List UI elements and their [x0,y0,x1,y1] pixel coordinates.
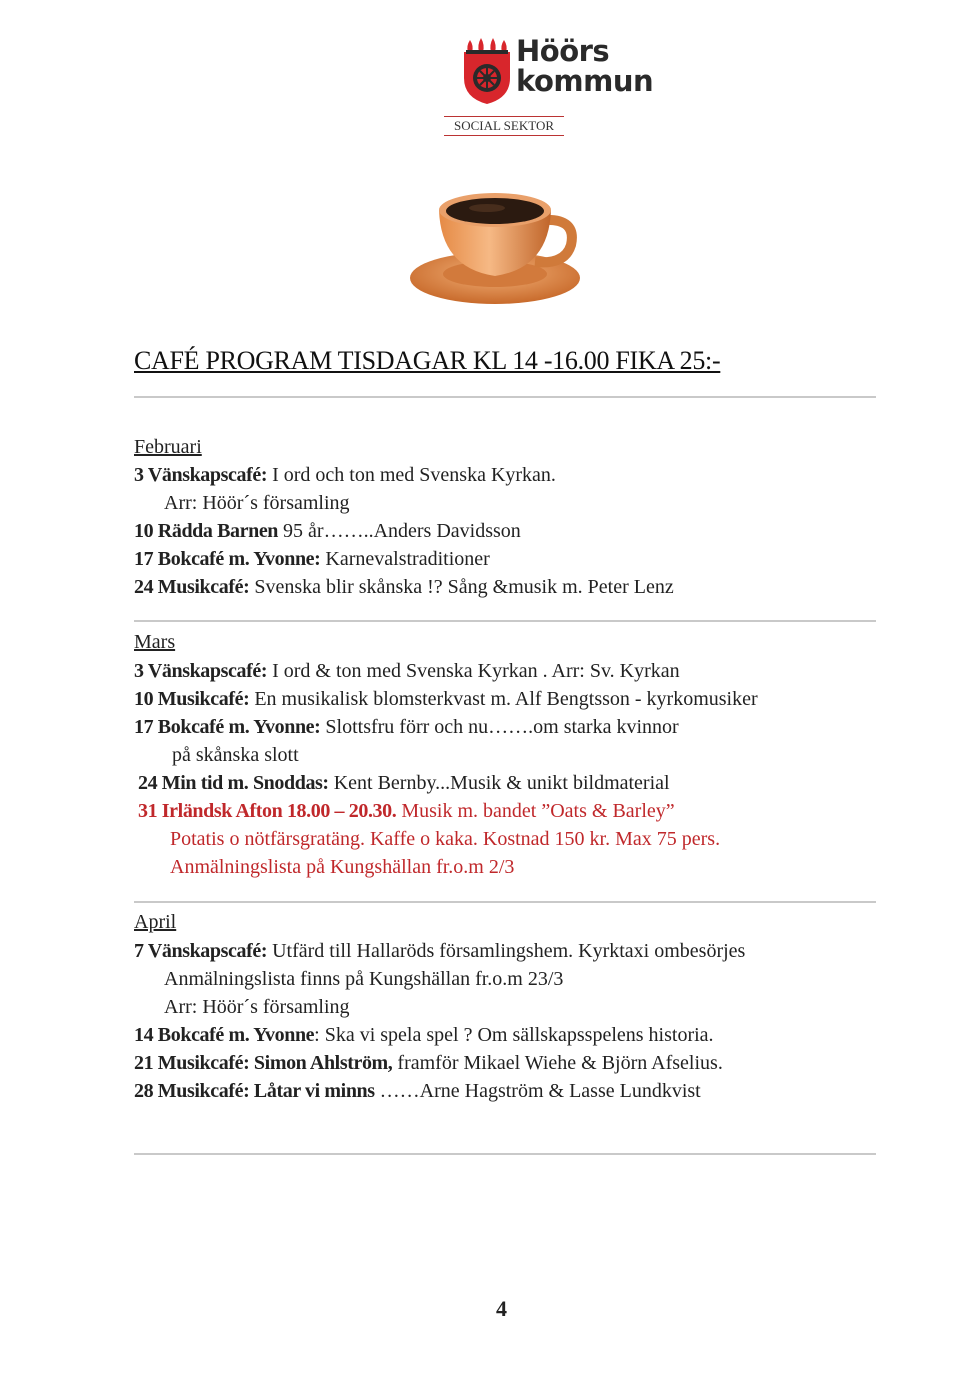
divider [134,620,876,622]
event-note: Arr: Höör´s församling [164,492,350,514]
event-title: 21 Musikcafé: Simon Ahlström, [134,1052,393,1074]
event-title: 28 Musikcafé: Låtar vi minns [134,1080,375,1102]
divider [134,1153,876,1155]
event-line [134,687,758,711]
event-detail: Musik m. bandet ”Oats & Barley” [396,800,675,822]
page-title: CAFÉ PROGRAM TISDAGAR KL 14 -16.00 FIKA 25:- [134,346,721,375]
event-line [134,1023,714,1047]
event-title: 17 Bokcafé m. Yvonne: [134,548,321,570]
event-title: 10 Rädda Barnen [134,520,279,542]
event-line [134,519,521,543]
event-note: på skånska slott [172,744,299,766]
event-detail: framför Mikael Wiehe & Björn Afselius. [392,1052,723,1074]
event-detail: I ord och ton med Svenska Kyrkan. [267,464,556,486]
event-detail: 95 år……..Anders Davidsson [278,520,521,542]
event-note-highlight: Potatis o nötfärsgratäng. Kaffe o kaka. Kostnad 150 kr. Max 75 pers. [170,828,721,850]
event-title: 14 Bokcafé m. Yvonne [134,1024,315,1046]
event-detail: Kent Bernby...Musik & unikt bildmaterial [328,772,670,794]
event-line [134,463,556,487]
month-heading-mars: Mars [134,631,176,653]
page-number: 4 [496,1296,507,1321]
municipal-crest-icon [460,38,514,106]
coffee-cup-icon [395,150,595,330]
event-line [134,939,745,963]
event-line-highlight [138,799,675,823]
event-line [134,659,680,683]
event-title: 24 Min tid m. Snoddas: [138,772,329,794]
event-line [134,1079,701,1103]
event-title: 3 Vänskapscafé: [134,660,268,682]
event-title: 24 Musikcafé: [134,576,250,598]
brand-line-2: kommun [516,64,654,98]
event-note: Arr: Höör´s församling [164,996,350,1018]
event-detail: I ord & ton med Svenska Kyrkan . Arr: Sv. Kyrkan [267,660,680,682]
event-detail: En musikalisk blomsterkvast m. Alf Bengtsson - kyrkomusiker [249,688,758,710]
event-detail: Slottsfru förr och nu…….om starka kvinnor [320,716,679,738]
event-title: 7 Vänskapscafé: [134,940,268,962]
event-detail: Utfärd till Hallaröds församlingshem. Kyrktaxi ombesörjes [267,940,746,962]
event-title: 17 Bokcafé m. Yvonne: [134,716,321,738]
month-heading-februari: Februari [134,436,202,458]
brand-name [516,36,653,96]
event-detail: Svenska blir skånska !? Sång &musik m. Peter Lenz [249,576,674,598]
month-heading-april: April [134,911,177,933]
hoor-kommun-logo [448,34,658,138]
event-detail: : Ska vi spela spel ? Om sällskapsspelens historia. [314,1024,714,1046]
event-line [134,547,490,571]
event-note: Anmälningslista finns på Kungshällan fr.o.m 23/3 [164,968,564,990]
sector-label: SOCIAL SEKTOR [444,116,564,136]
event-note-highlight: Anmälningslista på Kungshällan fr.o.m 2/3 [170,856,515,878]
event-title: 31 Irländsk Afton 18.00 – 20.30. [138,800,397,822]
event-line [134,575,674,599]
divider [134,396,876,398]
brand-line-1: Höörs [516,34,610,68]
event-title: 3 Vänskapscafé: [134,464,268,486]
event-detail: ……Arne Hagström & Lasse Lundkvist [374,1080,701,1102]
event-title: 10 Musikcafé: [134,688,250,710]
event-detail: Karnevalstraditioner [320,548,490,570]
event-line [138,771,670,795]
event-line [134,715,679,739]
event-line [134,1051,723,1075]
divider [134,901,876,903]
